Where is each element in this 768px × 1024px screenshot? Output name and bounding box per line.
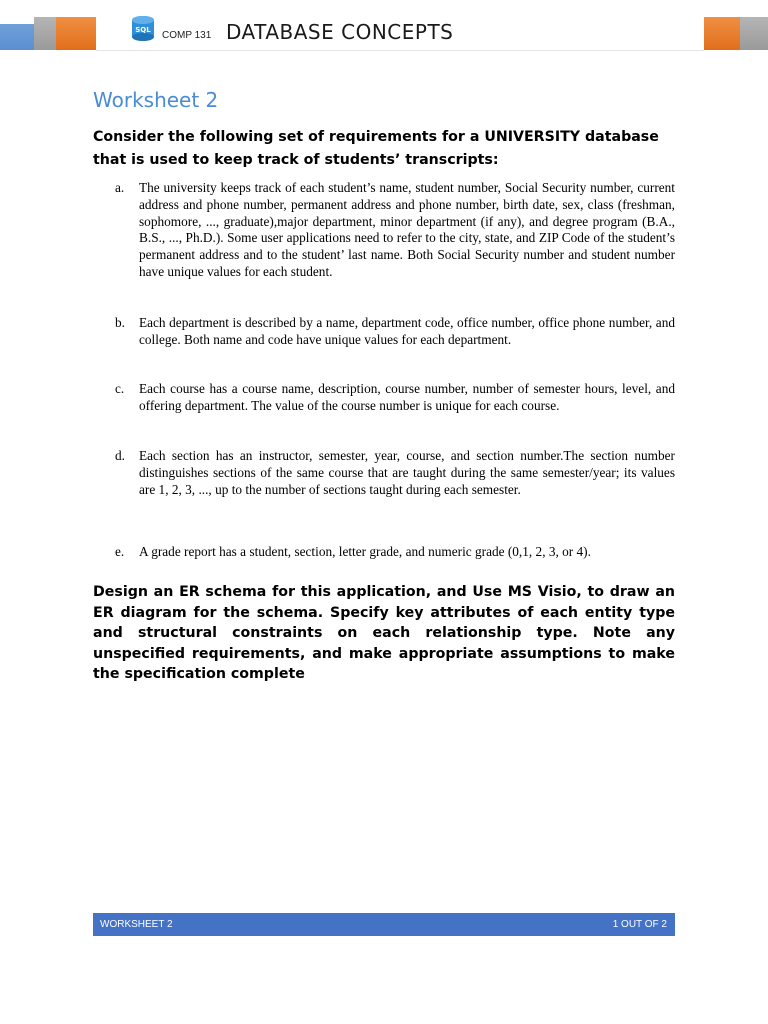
footer-worksheet-label: WORKSHEET 2 [100, 919, 173, 930]
header-orange-bar-right [704, 17, 740, 50]
sql-icon-label: SQL [135, 26, 151, 34]
requirement-text: Each course has a course name, description, course number, number of semester hours, level, and offering department. The value of the course number is unique for each course. [139, 381, 675, 413]
intro-paragraph: Consider the following set of requirements for a UNIVERSITY database that is used to keep track of students’ transcripts: [93, 129, 659, 168]
course-title: DATABASE CONCEPTS [226, 20, 454, 44]
worksheet-title: Worksheet 2 [93, 88, 219, 112]
course-code: COMP 131 [162, 30, 212, 41]
requirement-letter: c. [115, 381, 125, 396]
requirement-text: A grade report has a student, section, letter grade, and numeric grade (0,1, 2, 3, or 4). [139, 544, 591, 559]
task-paragraph: Design an ER schema for this application, and Use MS Visio, to draw an ER diagram for the schema. Specify key attributes of each entity type and structural constraints on each relationship type. Note any unspecified requirements, and make appropriate assumptions to make the specification complete [93, 584, 675, 683]
page-footer [93, 913, 675, 936]
footer-page-number: 1 OUT OF 2 [612, 919, 667, 930]
requirement-letter: b. [115, 315, 125, 330]
header-blue-bar [0, 24, 34, 50]
header-orange-bar-left [56, 17, 96, 50]
requirement-text: The university keeps track of each student’s name, student number, Social Security number, current address and phone number, permanent address and phone number, birth date, sex, class (freshman, sophomore, ..., graduate),major department, minor department (if any), and degree program (B.A., B.S., ..., Ph.D.). Some user applications need to refer to the city, state, and ZIP Code of the student’s permanent address and to the student’ last name. Both Social Security number and student number have unique values for each student. [139, 180, 675, 279]
header-gray-bar-right [740, 17, 768, 50]
header-gray-bar-left [34, 17, 56, 50]
requirement-text: Each section has an instructor, semester, year, course, and section number.The section number distinguishes sections of the same course that are taught during the same semester/year; its values are 1, 2, 3, ..., up to the number of sections taught during each semester. [139, 448, 675, 497]
requirement-letter: a. [115, 180, 125, 195]
requirement-letter: d. [115, 448, 125, 463]
sql-database-icon [128, 15, 158, 43]
requirement-letter: e. [115, 544, 125, 559]
requirement-text: Each department is described by a name, department code, office number, office phone number, and college. Both name and code have unique values for each department. [139, 315, 675, 347]
